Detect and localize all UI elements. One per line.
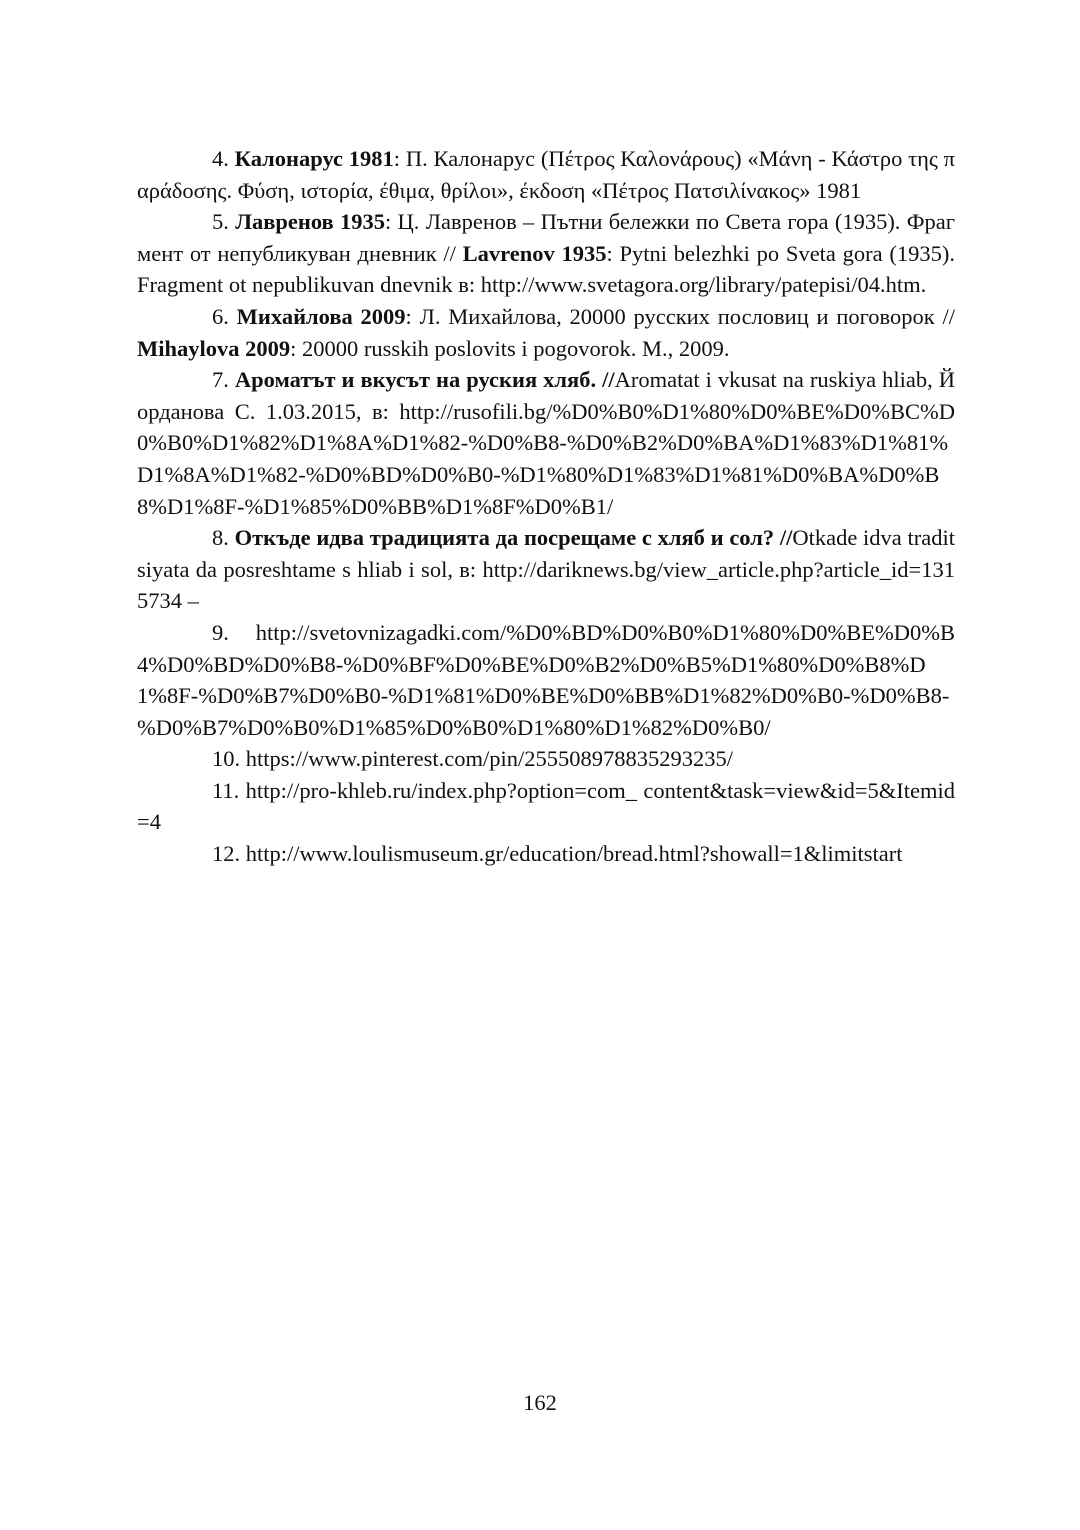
reference-number: 12. <box>212 841 241 867</box>
reference-number: 10. <box>212 746 241 772</box>
reference-url: http://pro-khleb.ru/index.php?option=com_ content&task=view&id=5&Itemid=4 <box>137 777 955 835</box>
reference-5 <box>137 206 955 301</box>
reference-text: : Л. Михайлова, 20000 русских пословиц и поговорок // <box>405 303 956 329</box>
reference-text: Aromatat i vkusat na ruskiya hliab, Йорданова С. 1.03.2015, в: http://rusofili.bg/%D0%B0%D1%80%D0%BE%D0%BC%D0%B0%D1%82%D1%8A%D1%82-%D0%B8-%D0%B2%D0%BA%D1%83%D1%81%D1%8A%D1%82-%D0%BD%D0%B0-%D1%80%D1%83%D1%81%D0%BA%D0%B8%D1%8F-%D1%85%D0%BB%D1%8F%D0%B1/ <box>137 367 955 519</box>
reference-9 <box>137 617 955 743</box>
reference-url: https://www.pinterest.com/pin/255508978835293235/ <box>245 746 734 772</box>
reference-11 <box>137 775 955 838</box>
reference-7 <box>137 364 955 522</box>
reference-number: 7. <box>212 367 229 393</box>
reference-number: 11. <box>212 777 240 803</box>
reference-author-year: Лавренов 1935 <box>235 209 385 235</box>
reference-number: 8. <box>212 525 229 551</box>
reference-8 <box>137 522 955 617</box>
reference-author-year: Калонарус 1981 <box>234 146 394 171</box>
reference-author-year: Михайлова 2009 <box>236 303 406 329</box>
reference-number: 6. <box>212 303 229 329</box>
reference-text-translit: : 20000 russkih poslovits i pogovorok. М., 2009. <box>290 335 730 361</box>
reference-number: 9. <box>212 619 229 645</box>
reference-text-translit: : Pytni belezhki po Sveta gora (1935). Fragment ot nepublikuvan dnevnik в: http://www.svetagora.org/library/patepisi/04.htm. <box>137 240 955 298</box>
reference-10 <box>137 743 955 775</box>
reference-author-year-translit: Lavrenov 1935 <box>462 240 607 266</box>
reference-number: 4. <box>212 146 229 171</box>
page-number: 162 <box>523 1390 557 1415</box>
reference-12 <box>137 838 955 870</box>
reference-4 <box>137 143 955 206</box>
reference-url: http://svetovnizagadki.com/%D0%BD%D0%B0%D1%80%D0%BE%D0%B4%D0%BD%D0%B8-%D0%BF%D0%BE%D0%B2%D0%B5%D1%80%D0%B8%D1%8F-%D0%B7%D0%B0-%D1%81%D0%BE%D0%BB%D1%82%D0%B0-%D0%B8-%D0%B7%D0%B0%D1%85%D0%B0%D1%80%D1%82%D0%B0/ <box>137 619 955 740</box>
reference-6 <box>137 301 955 364</box>
references-list <box>137 143 955 870</box>
reference-text: : П. Калонарус (Πέτρος Καλονάρους) «Μάνη - Κάστρο της παράδοσης. Φύση, ιστορία, έθιμα, θρίλοι», έκδοση «Πέτρος Πατσιλίνακος» 1981 <box>137 146 955 203</box>
reference-title: Ароматът и вкусът на руския хляб. // <box>234 367 615 393</box>
reference-url: http://www.loulismuseum.gr/education/bread.html?showall=1&limitstart <box>245 841 903 867</box>
reference-author-year-translit: Mihaylova 2009 <box>137 335 291 361</box>
reference-text: Otkade idva traditsiyata da posreshtame s hliab i sol, в: http://dariknews.bg/view_article.php?article_id=1315734 – <box>137 525 955 614</box>
reference-text: : Ц. Лавренов – Пътни бележки по Света гора (1935). Фрагмент от непубликуван дневник // <box>137 209 955 266</box>
reference-title: Откъде идва традицията да посрещаме с хляб и сол? // <box>234 525 793 551</box>
reference-number: 5. <box>212 209 229 235</box>
